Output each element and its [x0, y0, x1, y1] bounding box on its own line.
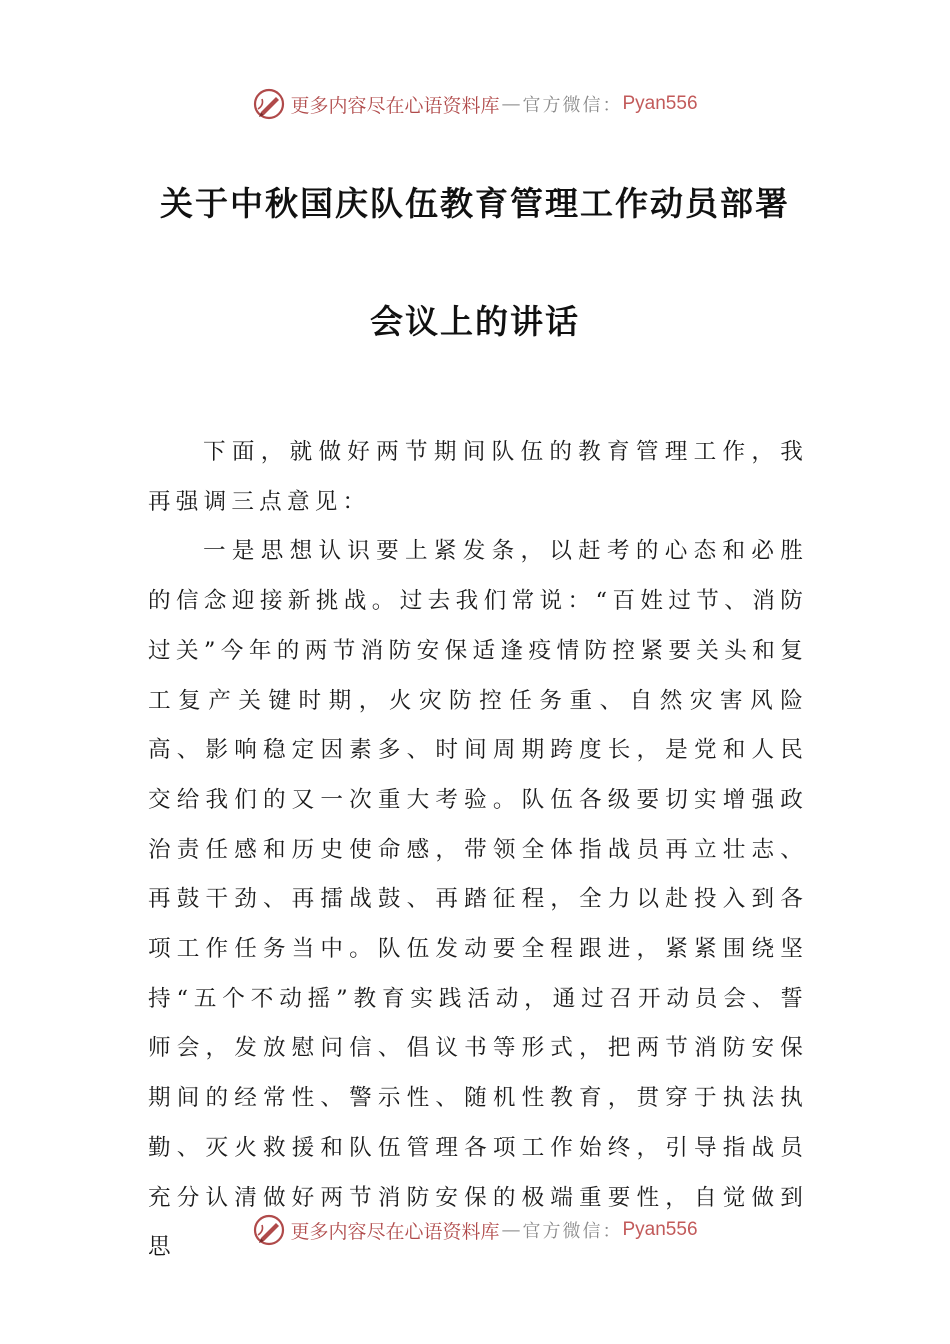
body-paragraph: 一是思想认识要上紧发条，以赶考的心态和必胜的信念迎接新挑战。过去我们常说：“百姓过节、消防过关”今年的两节消防安保适逢疫情防控紧要关头和复工复产关键时期，火灾防控任务重、自然灾害风险高、影响稳定因素多、时间周期跨度长，是党和人民交给我们的又一次重大考验。队伍各级要切实增强政治责任感和历史使命感，带领全体指战员再立壮志、再鼓干劲、再擂战鼓、再踏征程，全力以赴投入到各项工作任务当中。队伍发动要全程跟进，紧紧围绕坚持“五个不动摇”教育实践活动，通过召开动员会、誓师会，发放慰问信、倡议书等形式，把两节消防安保期间的经常性、警示性、随机性教育，贯穿于执法执勤、灭火救援和队伍管理各项工作始终，引导指战员充分认清做好两节消防安保的极端重要性，自觉做到思 — [148, 538, 808, 1261]
document-body — [148, 428, 808, 1273]
body-paragraph: 下面，就做好两节期间队伍的教育管理工作，我再强调三点意见： — [148, 439, 808, 515]
watermark-main-text: 更多内容尽在心语资料库 — [290, 94, 500, 117]
document-title-line2: 会议上的讲话 — [370, 302, 580, 341]
pen-circle-logo-icon — [252, 87, 286, 121]
watermark-official-label: 官方微信： — [522, 1221, 623, 1242]
watermark-main-text: 更多内容尽在心语资料库 — [290, 1220, 500, 1243]
pen-circle-logo-icon — [252, 1213, 286, 1247]
document-title-line1: 关于中秋国庆队伍教育管理工作动员部署 — [160, 184, 790, 223]
watermark-official-label: 官方微信： — [522, 95, 623, 116]
watermark-banner-top — [0, 84, 950, 124]
watermark-dash: — — [501, 1219, 521, 1241]
watermark-banner-bottom — [0, 1210, 950, 1250]
watermark-wechat-id: Pyan556 — [622, 1219, 698, 1240]
watermark-wechat-id: Pyan556 — [622, 93, 698, 114]
watermark-dash: — — [501, 93, 521, 115]
